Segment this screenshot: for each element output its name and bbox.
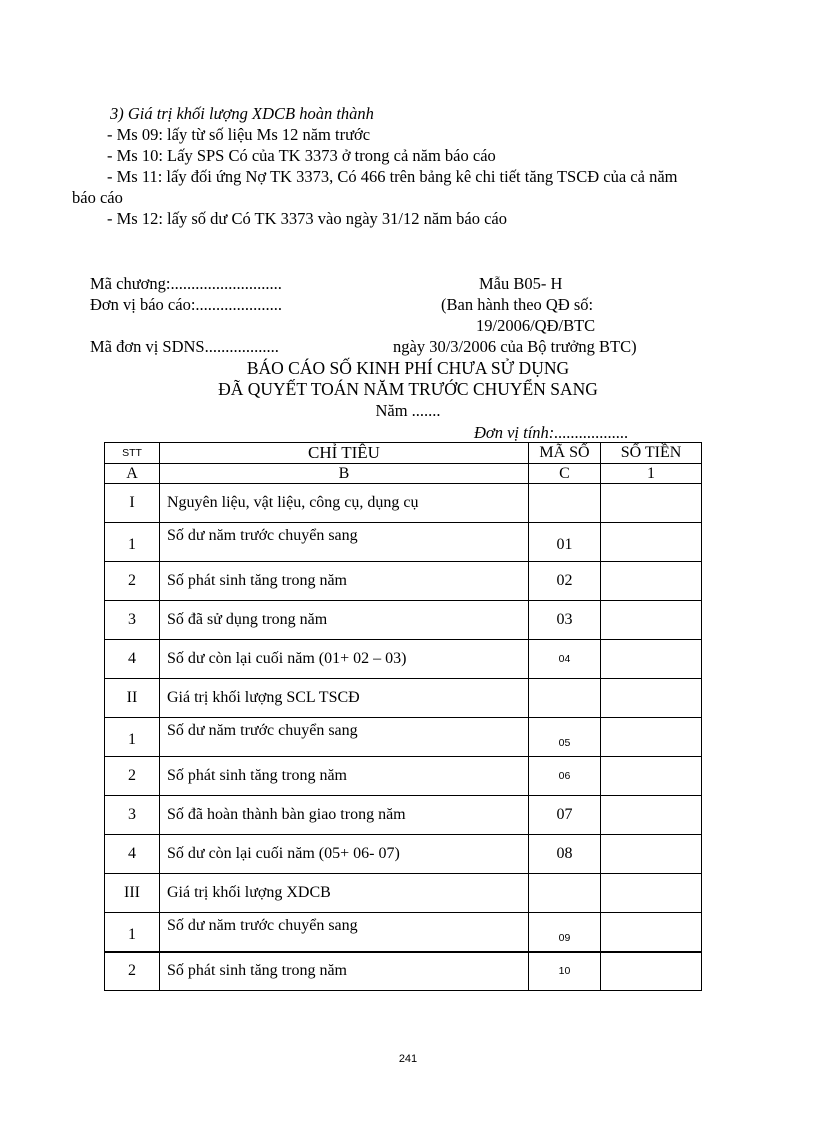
row-stt: 1 [105, 913, 160, 952]
row-so-tien [601, 952, 702, 991]
row-stt: 1 [105, 523, 160, 562]
row-stt: 2 [105, 757, 160, 796]
table-row [105, 601, 702, 640]
row-ma-so: 09 [529, 913, 601, 952]
table-row [105, 796, 702, 835]
row-ma-so [529, 679, 601, 718]
table-letter-row [105, 464, 702, 484]
row-so-tien [601, 523, 702, 562]
row-so-tien [601, 718, 702, 757]
row-ma-so [529, 874, 601, 913]
table-row [105, 640, 702, 679]
table-row [105, 679, 702, 718]
row-ma-so [529, 484, 601, 523]
row-chi-tieu: Số đã hoàn thành bàn giao trong năm [160, 796, 529, 835]
decision-date: ngày 30/3/2006 của Bộ trưởng BTC) [393, 337, 637, 356]
row-so-tien [601, 484, 702, 523]
table-row [105, 913, 702, 952]
table-row [105, 874, 702, 913]
report-year: Năm ....... [375, 401, 441, 420]
row-so-tien [601, 601, 702, 640]
header-so-tien: SỐ TIỀN [601, 443, 702, 464]
row-chi-tieu: Số phát sinh tăng trong năm [160, 952, 529, 991]
row-chi-tieu: Số dư năm trước chuyển sang [160, 523, 529, 562]
row-chi-tieu: Số dư còn lại cuối năm (05+ 06- 07) [160, 835, 529, 874]
row-stt: 2 [105, 562, 160, 601]
note-line-ms10: - Ms 10: Lấy SPS Có của TK 3373 ở trong cả năm báo cáo [107, 146, 496, 165]
row-ma-so: 04 [529, 640, 601, 679]
letter-stt: A [105, 464, 160, 484]
table-row [105, 484, 702, 523]
report-title-line2: ĐÃ QUYẾT TOÁN NĂM TRƯỚC CHUYỂN SANG [218, 379, 598, 399]
note-line-ms09: - Ms 09: lấy từ số liệu Ms 12 năm trước [107, 125, 371, 144]
row-chi-tieu: Giá trị khối lượng SCL TSCĐ [160, 679, 529, 718]
note-line-ms11-cont: báo cáo [72, 188, 123, 207]
row-chi-tieu: Số dư còn lại cuối năm (01+ 02 – 03) [160, 640, 529, 679]
row-stt: III [105, 874, 160, 913]
table-header-row [105, 443, 702, 464]
row-ma-so: 01 [529, 523, 601, 562]
issued-by: (Ban hành theo QĐ số: [441, 295, 594, 314]
note-line-ms11: - Ms 11: lấy đối ứng Nợ TK 3373, Có 466 trên bảng kê chi tiết tăng TSCĐ của cả năm [107, 167, 678, 186]
header-chi-tieu: CHỈ TIÊU [160, 443, 529, 464]
letter-chi-tieu: B [160, 464, 529, 484]
row-ma-so: 06 [529, 757, 601, 796]
letter-ma-so: C [529, 464, 601, 484]
row-chi-tieu: Số dư năm trước chuyển sang [160, 913, 529, 952]
row-so-tien [601, 640, 702, 679]
report-table [104, 442, 702, 991]
row-chi-tieu: Nguyên liệu, vật liệu, công cụ, dụng cụ [160, 484, 529, 523]
letter-so-tien: 1 [601, 464, 702, 484]
row-so-tien [601, 796, 702, 835]
notes-heading: 3) Giá trị khối lượng XDCB hoàn thành [110, 104, 374, 123]
decision-number: 19/2006/QĐ/BTC [476, 316, 596, 335]
row-so-tien [601, 874, 702, 913]
don-vi-bao-cao: Đơn vị báo cáo:..................... [90, 295, 283, 314]
row-ma-so: 07 [529, 796, 601, 835]
row-so-tien [601, 679, 702, 718]
row-so-tien [601, 913, 702, 952]
table-row [105, 835, 702, 874]
row-stt: 4 [105, 640, 160, 679]
form-code: Mẫu B05- H [479, 274, 563, 293]
row-ma-so: 03 [529, 601, 601, 640]
row-stt: 2 [105, 952, 160, 991]
row-stt: I [105, 484, 160, 523]
note-line-ms12: - Ms 12: lấy số dư Có TK 3373 vào ngày 31/12 năm báo cáo [107, 209, 508, 228]
report-title-line1: BÁO CÁO SỐ KINH PHÍ CHƯA SỬ DỤNG [246, 358, 570, 378]
row-stt: 3 [105, 796, 160, 835]
table-row [105, 562, 702, 601]
row-ma-so: 02 [529, 562, 601, 601]
ma-chuong: Mã chương:........................... [90, 274, 282, 293]
row-chi-tieu: Số phát sinh tăng trong năm [160, 562, 529, 601]
row-so-tien [601, 835, 702, 874]
row-ma-so: 10 [529, 952, 601, 991]
row-chi-tieu: Số phát sinh tăng trong năm [160, 757, 529, 796]
row-chi-tieu: Số đã sử dụng trong năm [160, 601, 529, 640]
row-stt: 4 [105, 835, 160, 874]
row-stt: II [105, 679, 160, 718]
row-ma-so: 05 [529, 718, 601, 757]
row-ma-so: 08 [529, 835, 601, 874]
row-stt: 1 [105, 718, 160, 757]
row-so-tien [601, 757, 702, 796]
table-row [105, 718, 702, 757]
row-so-tien [601, 562, 702, 601]
header-stt: STT [105, 443, 160, 464]
ma-don-vi-sdns: Mã đơn vị SDNS.................. [90, 337, 279, 356]
row-stt: 3 [105, 601, 160, 640]
table-row [105, 523, 702, 562]
unit-label: Đơn vị tính:.................. [474, 423, 629, 442]
table-row [105, 952, 702, 991]
page-number: 241 [398, 1053, 418, 1065]
row-chi-tieu: Giá trị khối lượng XDCB [160, 874, 529, 913]
table-row [105, 757, 702, 796]
header-ma-so: MÃ SỐ [529, 443, 601, 464]
row-chi-tieu: Số dư năm trước chuyển sang [160, 718, 529, 757]
